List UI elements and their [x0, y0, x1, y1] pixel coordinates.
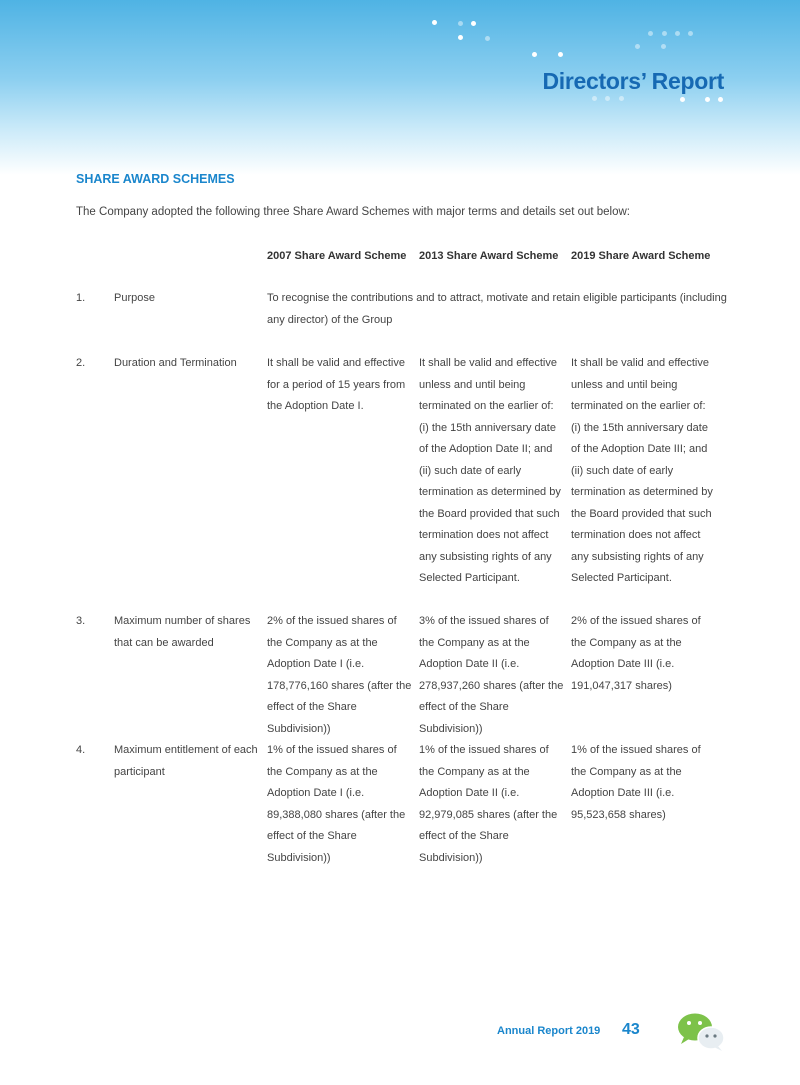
max-shares-2013: 3% of the issued shares of the Company as at the Adoption Date II (i.e. 278,937,260 shares (after the effect of the Share Subdivision)) [419, 615, 564, 735]
decor-dot [662, 31, 667, 36]
footer-report-name: Annual Report 2019 [497, 1025, 601, 1037]
column-header-2013: 2013 Share Award Scheme [419, 250, 559, 262]
decor-dot [458, 21, 463, 26]
duration-2007: It shall be valid and effective for a period of 15 years from the Adoption Date I. [267, 357, 406, 412]
decor-dot [592, 96, 597, 101]
decor-dot [680, 97, 685, 102]
max-shares-2007: 2% of the issued shares of the Company as at the Adoption Date I (i.e. 178,776,160 shares (after the effect of the Share Subdivision)) [267, 615, 412, 735]
wechat-bubbles-icon [676, 1012, 726, 1052]
section-intro: The Company adopted the following three Share Award Schemes with major terms and details set out below: [76, 206, 631, 218]
row-label-max-shares: Maximum number of shares that can be awarded [114, 615, 251, 649]
max-entitlement-2013: 1% of the issued shares of the Company as at the Adoption Date II (i.e. 92,979,085 shares (after the effect of the Share Subdivision)) [419, 744, 558, 864]
decor-dot [635, 44, 640, 49]
decor-dot [532, 52, 537, 57]
row-number: 1. [76, 292, 86, 304]
duration-2013: It shall be valid and effective unless and until being terminated on the earlier of: (i) the 15th anniversary date of the Adoption Date II; and (ii) such date of early termination as determined by the Board provided that such termination does not affect any subsisting rights of any Selected Participant. [419, 357, 561, 584]
decor-dot [688, 31, 693, 36]
row-label-duration: Duration and Termination [114, 357, 237, 369]
decor-dot [705, 97, 710, 102]
max-shares-2019: 2% of the issued shares of the Company as at the Adoption Date III (i.e. 191,047,317 shares) [571, 615, 701, 692]
decor-dot [605, 96, 610, 101]
decor-dot [619, 96, 624, 101]
duration-2019: It shall be valid and effective unless and until being terminated on the earlier of: (i) the 15th anniversary date of the Adoption Date III; and (ii) such date of early termination as determined by the Board provided that such termination does not affect any subsisting rights of any Selected Participant. [571, 357, 713, 584]
decor-dot [458, 35, 463, 40]
max-entitlement-2019: 1% of the issued shares of the Company as at the Adoption Date III (i.e. 95,523,658 shares) [571, 744, 701, 821]
row-label-purpose: Purpose [114, 292, 155, 304]
purpose-text: To recognise the contributions and to attract, motivate and retain eligible participants (including any director) of the Group [267, 292, 727, 326]
column-header-2007: 2007 Share Award Scheme [267, 250, 407, 262]
row-label-max-entitlement: Maximum entitlement of each participant [114, 744, 258, 778]
decor-dot [675, 31, 680, 36]
decor-dot [661, 44, 666, 49]
decor-dot [432, 20, 437, 25]
decor-dot [485, 36, 490, 41]
page-header-title: Directors’ Report [542, 68, 724, 94]
section-title: SHARE AWARD SCHEMES [76, 172, 235, 186]
max-entitlement-2007: 1% of the issued shares of the Company as at the Adoption Date I (i.e. 89,388,080 shares (after the effect of the Share Subdivision)) [267, 744, 406, 864]
column-header-2019: 2019 Share Award Scheme [571, 250, 711, 262]
row-number: 3. [76, 615, 86, 627]
row-number: 4. [76, 744, 86, 756]
row-number: 2. [76, 357, 86, 369]
decor-dot [718, 97, 723, 102]
decor-dot [471, 21, 476, 26]
page-number: 43 [622, 1021, 640, 1038]
decor-dot [558, 52, 563, 57]
decor-dot [648, 31, 653, 36]
